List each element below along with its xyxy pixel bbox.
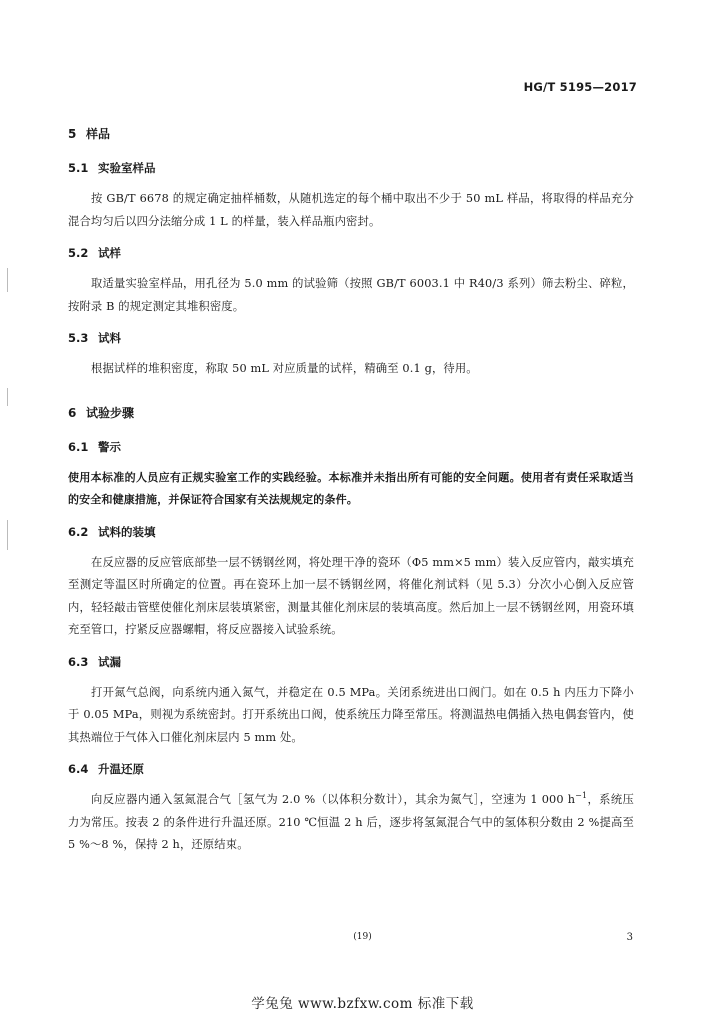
paragraph: 打开氮气总阀，向系统内通入氮气，并稳定在 0.5 MPa。关闭系统进出口阀门。如在 0.5 h 内压力下降小于 0.05 MPa，则视为系统密封。打开系统出口阀，使系统压力降至常压。将测温热电偶插入热电偶套管内，使其热端位于气体入口催化剂床层内 5 mm 处。 (68, 685, 634, 744)
paragraph: 按 GB/T 6678 的规定确定抽样桶数，从随机选定的每个桶中取出不少于 50 mL 样品，将取得的样品充分混合均匀后以四分法缩分成 1 L 的样量，装入样品瓶内密封。 (68, 192, 634, 228)
scan-edge-mark (7, 268, 8, 292)
paragraph: 根据试样的堆积密度，称取 50 mL 对应质量的试样，精确至 0.1 g，待用。 (91, 362, 478, 375)
section-heading: 5 样品 (68, 127, 111, 141)
site-watermark: 学兔兔 www.bzfxw.com 标准下载 (251, 996, 474, 1012)
subsection-heading: 5.2 试样 (68, 246, 121, 260)
warning-paragraph: 使用本标准的人员应有正规实验室工作的实践经验。本标准并未指出所有可能的安全问题。使用者有责任采取适当的安全和健康措施，并保证符合国家有关法规规定的条件。 (68, 470, 634, 506)
page-label: (19) (353, 932, 372, 942)
page-number: 3 (626, 932, 633, 943)
subsection-heading: 6.1 警示 (68, 439, 121, 454)
document-body (68, 124, 634, 857)
paragraph: 取适量实验室样品，用孔径为 5.0 mm 的试验筛（按照 GB/T 6003.1 中 R40/3 系列）筛去粉尘、碎粒，按附录 B 的规定测定其堆积密度。 (68, 277, 634, 313)
standard-code: HG/T 5195—2017 (523, 80, 637, 94)
scan-edge-mark (7, 520, 8, 550)
paragraph: 向反应器内通入氢氮混合气［氢气为 2.0 %（以体积分数计），其余为氮气］，空速为 1 000 $h^{-1}$，系统压力为常压。按表 2 的条件进行升温还原。210 ℃恒温 2 h 后，逐步将氢氮混合气中的氢体积分数由 2 %提高至 5 %～8 %，保持 2 h，还原结束。 (68, 791, 634, 851)
subsection-heading: 5.1 实验室样品 (68, 161, 156, 175)
subsection-heading: 5.3 试料 (68, 331, 121, 345)
subsection-heading: 6.3 试漏 (68, 654, 121, 669)
subsection-heading: 6.4 升温还原 (68, 762, 144, 776)
subsection-heading: 6.2 试料的装填 (68, 524, 156, 539)
section-heading: 6 试验步骤 (68, 405, 135, 420)
scan-edge-mark (7, 388, 8, 406)
paragraph: 在反应器的反应管底部垫一层不锈钢丝网，将处理干净的瓷环（Φ5 mm×5 mm）装入反应管内，敲实填充至测定等温区时所确定的位置。再在瓷环上加一层不锈钢丝网，将催化剂试料（见 5.3）分次小心倒入反应管内，轻轻敲击管壁使催化剂床层装填紧密，测量其催化剂床层的装填高度。然后加上一层不锈钢丝网，用瓷环填充至管口，拧紧反应器螺帽，将反应器接入试验系统。 (68, 555, 634, 636)
